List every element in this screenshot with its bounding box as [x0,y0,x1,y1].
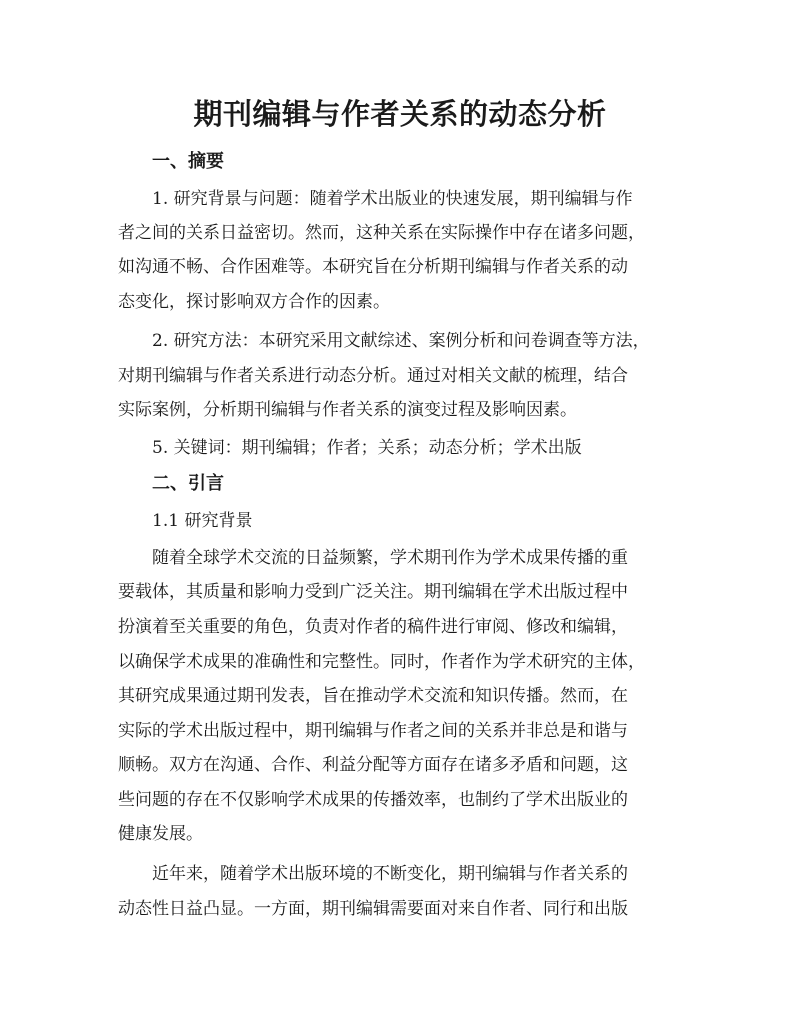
intro-p2-line-1: 近年来，随着学术出版环境的不断变化，期刊编辑与作者关系的 [152,864,628,884]
document-title: 期刊编辑与作者关系的动态分析 [193,97,607,131]
section-heading-intro: 二、引言 [152,473,224,494]
intro-p1-line-5: 其研究成果通过期刊发表，旨在推动学术交流和知识传播。然而，在 [118,686,628,706]
abstract-p2-line-1: 2. 研究方法：本研究采用文献综述、案例分析和问卷调查等方法， [152,331,650,351]
section-heading-abstract: 一、摘要 [152,151,224,172]
abstract-p1-line-2: 者之间的关系日益密切。然而，这种关系在实际操作中存在诸多问题， [118,223,645,243]
intro-p1-line-1: 随着全球学术交流的日益频繁，学术期刊作为学术成果传播的重 [152,548,628,568]
intro-p1-line-3: 扮演着至关重要的角色，负责对作者的稿件进行审阅、修改和编辑， [118,617,628,637]
intro-p1-line-7: 顺畅。双方在沟通、合作、利益分配等方面存在诸多矛盾和问题，这 [118,755,628,775]
abstract-p1-line-3: 如沟通不畅、合作困难等。本研究旨在分析期刊编辑与作者关系的动 [118,257,628,277]
intro-p1-line-4: 以确保学术成果的准确性和完整性。同时，作者作为学术研究的主体， [118,652,645,672]
abstract-p1-line-1: 1. 研究背景与问题：随着学术出版业的快速发展，期刊编辑与作 [152,189,633,209]
keywords-line: 5. 关键词：期刊编辑；作者；关系；动态分析；学术出版 [152,438,582,458]
intro-p1-line-2: 要载体，其质量和影响力受到广泛关注。期刊编辑在学术出版过程中 [118,582,628,602]
subsection-heading-background: 1.1 研究背景 [152,511,253,531]
intro-p1-line-8: 些问题的存在不仅影响学术成果的传播效率，也制约了学术出版业的 [118,790,628,810]
abstract-p1-line-4: 态变化，探讨影响双方合作的因素。 [118,292,390,312]
intro-p2-line-2: 动态性日益凸显。一方面，期刊编辑需要面对来自作者、同行和出版 [118,899,628,919]
intro-p1-line-6: 实际的学术出版过程中，期刊编辑与作者之间的关系并非总是和谐与 [118,721,628,741]
abstract-p2-line-3: 实际案例，分析期刊编辑与作者关系的演变过程及影响因素。 [118,400,577,420]
intro-p1-line-9: 健康发展。 [118,824,203,844]
abstract-p2-line-2: 对期刊编辑与作者关系进行动态分析。通过对相关文献的梳理，结合 [118,366,628,386]
